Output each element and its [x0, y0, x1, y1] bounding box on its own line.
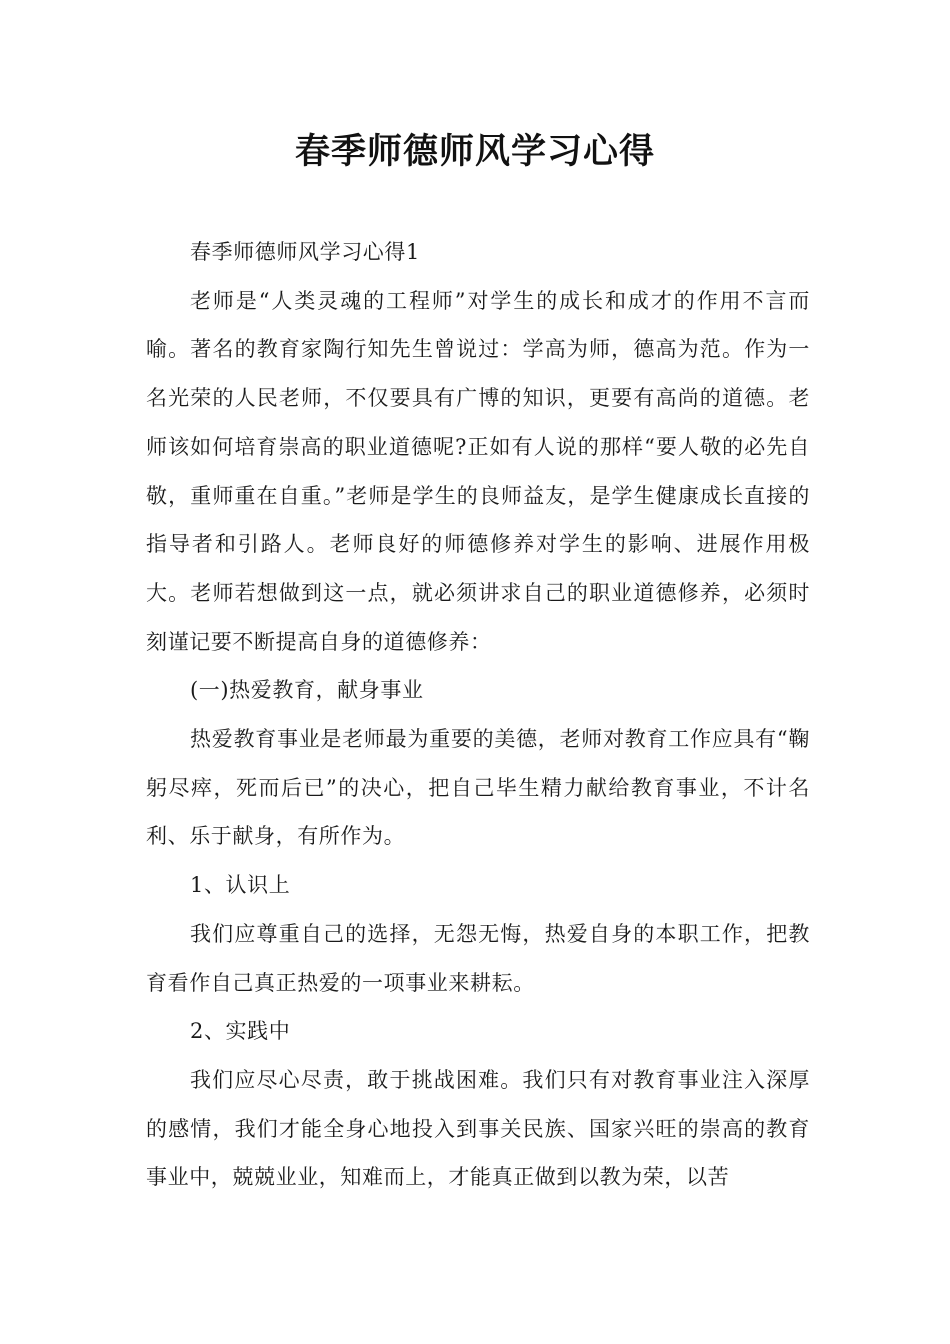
document-title: 春季师德师风学习心得 — [294, 132, 655, 172]
list-heading: 2、实践中 — [190, 1019, 291, 1044]
subsection-heading: (一)热爱教育，献身事业 — [190, 678, 424, 703]
body-paragraph: 我们应尽心尽责，敢于挑战困难。我们只有对教育事业注入深厚的感情，我们才能全身心地投入到事关民族、国家兴旺的崇高的教育事业中，兢兢业业，知难而上，才能真正做到以教为荣，以苦 — [146, 1067, 810, 1190]
document-body — [146, 228, 810, 1202]
section-heading: 春季师德师风学习心得1 — [190, 240, 420, 264]
body-paragraph: 我们应尊重自己的选择，无怨无悔，热爱自身的本职工作，把教育看作自己真正热爱的一项事业来耕耘。 — [146, 921, 810, 995]
body-paragraph: 热爱教育事业是老师最为重要的美德，老师对教育工作应具有“鞠躬尽瘁，死而后已”的决心，把自己毕生精力献给教育事业，不计名利、乐于献身，有所作为。 — [146, 727, 810, 849]
body-paragraph: 老师是“人类灵魂的工程师”对学生的成长和成才的作用不言而喻。著名的教育家陶行知先生曾说过：学高为师，德高为范。作为一名光荣的人民老师，不仅要具有广博的知识，更要有高尚的道德。老师该如何培育崇高的职业道德呢?正如有人说的那样“要人敬的必先自敬，重师重在自重。”老师是学生的良师益友，是学生健康成长直接的指导者和引路人。老师良好的师德修养对学生的影响、进展作用极大。老师若想做到这一点，就必须讲求自己的职业道德修养，必须时刻谨记要不断提高自身的道德修养： — [146, 288, 810, 654]
list-heading: 1、认识上 — [190, 873, 291, 898]
